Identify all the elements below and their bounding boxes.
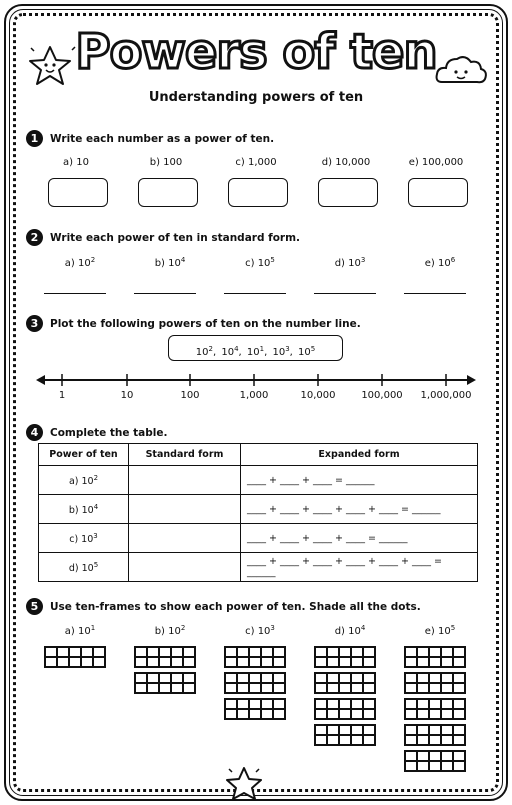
ten-frame-cell[interactable] [327,683,339,693]
answer-box[interactable] [318,178,378,207]
table-row [39,466,478,495]
ten-frame-cell[interactable] [405,683,417,693]
power-base: d) 10 [334,258,361,269]
ten-frame-cell[interactable] [363,725,375,735]
page-title: Powers of ten [75,24,437,80]
tf-exponent: 1 [90,624,96,632]
pill-power: $10^1$, [246,345,273,358]
ten-frame-cell[interactable] [171,657,183,667]
ten-frame-cell[interactable] [441,657,453,667]
ten-frame[interactable] [314,646,376,668]
power-base: a) 10 [64,258,91,269]
ten-frame-cell[interactable] [159,683,171,693]
ten-frame-cell[interactable] [273,699,285,709]
row-power-base: c) 10 [69,533,94,545]
pill-exponent: 1 [259,345,265,353]
number-label: d) 10,000 [321,157,371,168]
ten-frame-cell[interactable] [417,683,429,693]
ten-frame-cell[interactable] [315,683,327,693]
table-row [39,495,478,524]
power-cell [39,495,129,524]
ten-frame-cell[interactable] [453,699,465,709]
tick-label: 10,000 [300,390,336,401]
row-power-base: b) 10 [68,504,94,516]
ten-frame-cell[interactable] [453,709,465,719]
tf-base: e) 10 [424,626,451,637]
ten-frame-label [220,624,300,637]
ten-frame-cell[interactable] [405,751,417,761]
power-label [220,256,300,269]
ten-frame-label [400,624,480,637]
ten-frame-cell[interactable] [441,761,453,771]
ten-frame-cell[interactable] [453,683,465,693]
pill-base: 10 [298,347,311,358]
ten-frame-label [40,624,120,637]
table-header: Standard form [129,444,241,466]
power-base: e) 10 [424,258,451,269]
ten-frame-cell[interactable] [93,647,105,657]
ten-frame-cell[interactable] [363,657,375,667]
section-5-instruction: Use ten-frames to show each power of ten. Shade all the dots. [50,601,421,613]
power-exponent: 2 [90,256,96,264]
row-power-exponent: 3 [93,531,98,540]
pill-base: 10 [272,347,286,358]
expanded-form-cell[interactable]: ____ + ____ + ____ + ____ + ____ + ____ = ______ [241,553,478,582]
power-exponent: 5 [270,256,275,264]
ten-frame-cell[interactable] [453,761,465,771]
ten-frame[interactable] [224,646,286,668]
ten-frame-cell[interactable] [417,751,429,761]
ten-frame-cell[interactable] [315,647,327,657]
tf-exponent: 2 [180,624,186,632]
ten-frame-cell[interactable] [273,709,285,719]
table-row [39,524,478,553]
ten-frame-cell[interactable] [429,751,441,761]
ten-frame-cell[interactable] [429,673,441,683]
ten-frame-cell[interactable] [273,683,285,693]
ten-frame[interactable] [404,750,466,772]
ten-frame-cell[interactable] [363,735,375,745]
power-exponent: 4 [180,256,186,264]
section-4-instruction: Complete the table. [50,427,168,439]
ten-frame-cell[interactable] [363,699,375,709]
ten-frame-cell[interactable] [339,673,351,683]
ten-frame-cell[interactable] [405,761,417,771]
ten-frame[interactable] [404,698,466,720]
ten-frame-cell[interactable] [429,647,441,657]
power-label [310,256,390,269]
ten-frame-cell[interactable] [429,657,441,667]
ten-frame-cell[interactable] [171,683,183,693]
power-label [40,256,120,269]
pill-exponent: 5 [310,345,316,353]
ten-frame-label [130,624,210,637]
ten-frame-cell[interactable] [261,683,273,693]
ten-frame-cell[interactable] [429,761,441,771]
standard-form-cell[interactable] [129,495,241,524]
ten-frame-cell[interactable] [237,647,249,657]
answer-line[interactable] [314,293,376,294]
tf-exponent: 4 [360,624,366,632]
number-line [36,370,476,390]
ten-frame-cell[interactable] [183,683,195,693]
tick-label: 1,000 [239,390,269,401]
ten-frame-cell[interactable] [261,657,273,667]
ten-frame-cell[interactable] [81,647,93,657]
ten-frame-cell[interactable] [93,657,105,667]
ten-frame[interactable] [44,646,106,668]
section-2-instruction: Write each power of ten in standard form. [50,232,301,244]
ten-frame[interactable] [404,646,466,668]
section-5-number: 5 [26,598,43,615]
ten-frame-cell[interactable] [405,673,417,683]
ten-frame-cell[interactable] [237,657,249,667]
ten-frame-cell[interactable] [69,647,81,657]
ten-frame-cell[interactable] [249,657,261,667]
section-1-number: 1 [26,130,43,147]
power-label [400,256,480,269]
ten-frame-cell[interactable] [453,657,465,667]
expanded-form-cell[interactable]: ____ + ____ + ____ = ______ [241,466,478,495]
bottom-star-icon [224,764,264,802]
ten-frame-cell[interactable] [315,657,327,667]
ten-frame-cell[interactable] [351,657,363,667]
power-base: c) 10 [245,258,271,269]
ten-frame-cell[interactable] [441,647,453,657]
ten-frame-cell[interactable] [351,699,363,709]
ten-frame-cell[interactable] [351,709,363,719]
section-3-instruction: Plot the following powers of ten on the number line. [50,318,361,330]
ten-frame-cell[interactable] [429,725,441,735]
ten-frame-cell[interactable] [405,735,417,745]
ten-frame-cell[interactable] [339,683,351,693]
ten-frame-cell[interactable] [417,657,429,667]
answer-box[interactable] [408,178,468,207]
ten-frame-cell[interactable] [417,709,429,719]
ten-frame-cell[interactable] [405,647,417,657]
section-1-instruction: Write each number as a power of ten. [50,133,275,145]
ten-frame-cell[interactable] [417,761,429,771]
row-power-base: a) 10 [68,475,94,487]
ten-frame-cell[interactable] [441,709,453,719]
ten-frame-cell[interactable] [453,647,465,657]
pill-power: $10^4$, [221,345,247,358]
ten-frame-cell[interactable] [339,709,351,719]
ten-frame-cell[interactable] [327,699,339,709]
ten-frame-cell[interactable] [351,735,363,745]
ten-frame-cell[interactable] [135,657,147,667]
ten-frame-cell[interactable] [315,709,327,719]
ten-frame[interactable] [314,698,376,720]
ten-frame-cell[interactable] [135,647,147,657]
power-exponent: 6 [450,256,456,264]
ten-frame-cell[interactable] [45,647,57,657]
power-exponent: 3 [360,256,366,264]
ten-frame[interactable] [404,672,466,694]
pill-power: $10^3$, [272,345,299,358]
tf-base: b) 10 [154,626,181,637]
ten-frame-cell[interactable] [315,725,327,735]
ten-frame-cell[interactable] [237,683,249,693]
ten-frame-cell[interactable] [363,673,375,683]
standard-form-cell[interactable] [129,553,241,582]
ten-frame-cell[interactable] [249,673,261,683]
ten-frame-cell[interactable] [147,647,159,657]
tick-label: 100,000 [361,390,403,401]
ten-frame-cell[interactable] [453,725,465,735]
tick-label: 100 [180,390,200,401]
tf-exponent: 5 [450,624,456,632]
ten-frame-cell[interactable] [453,751,465,761]
ten-frame-cell[interactable] [273,673,285,683]
ten-frame-cell[interactable] [237,709,249,719]
ten-frame-cell[interactable] [417,699,429,709]
ten-frame-cell[interactable] [339,735,351,745]
ten-frame-cell[interactable] [225,657,237,667]
ten-frame-cell[interactable] [351,683,363,693]
ten-frame-cell[interactable] [417,647,429,657]
ten-frame-cell[interactable] [441,751,453,761]
ten-frame-cell[interactable] [147,673,159,683]
ten-frame-cell[interactable] [417,735,429,745]
number-label: c) 1,000 [235,157,277,168]
ten-frame-cell[interactable] [441,683,453,693]
power-cell [39,553,129,582]
ten-frame-cell[interactable] [441,725,453,735]
ten-frame-cell[interactable] [405,657,417,667]
ten-frame-cell[interactable] [441,673,453,683]
ten-frame-cell[interactable] [339,699,351,709]
expanded-form-cell[interactable]: ____ + ____ + ____ + ____ = ______ [241,524,478,553]
ten-frame-cell[interactable] [261,647,273,657]
ten-frame-cell[interactable] [327,673,339,683]
ten-frame[interactable] [224,672,286,694]
ten-frame[interactable] [314,724,376,746]
ten-frame-cell[interactable] [237,699,249,709]
ten-frame-cell[interactable] [363,647,375,657]
ten-frame-cell[interactable] [363,709,375,719]
ten-frame-cell[interactable] [159,657,171,667]
section-4-number: 4 [26,424,43,441]
ten-frame-cell[interactable] [273,647,285,657]
ten-frame-cell[interactable] [273,657,285,667]
ten-frame-cell[interactable] [429,683,441,693]
powers-list-box [168,335,343,361]
ten-frame-cell[interactable] [453,673,465,683]
answer-line[interactable] [134,293,196,294]
ten-frame-cell[interactable] [225,683,237,693]
expanded-form-cell[interactable]: ____ + ____ + ____ + ____ + ____ = ______ [241,495,478,524]
standard-form-cell[interactable] [129,466,241,495]
ten-frame-cell[interactable] [261,709,273,719]
ten-frame-cell[interactable] [159,647,171,657]
ten-frame-cell[interactable] [249,699,261,709]
ten-frame-cell[interactable] [135,673,147,683]
table-header: Power of ten [39,444,129,466]
ten-frame-cell[interactable] [237,673,249,683]
ten-frame-cell[interactable] [327,735,339,745]
ten-frame-cell[interactable] [261,699,273,709]
ten-frame-cell[interactable] [441,699,453,709]
answer-box[interactable] [138,178,198,207]
ten-frame-cell[interactable] [135,683,147,693]
ten-frame-cell[interactable] [429,699,441,709]
ten-frame[interactable] [314,672,376,694]
pill-base: 10 [195,347,209,358]
ten-frame-cell[interactable] [351,725,363,735]
ten-frame-cell[interactable] [429,735,441,745]
page-subtitle: Understanding powers of ten [148,90,364,105]
power-cell [39,466,129,495]
ten-frame-cell[interactable] [249,683,261,693]
ten-frame-cell[interactable] [429,709,441,719]
ten-frame-cell[interactable] [261,673,273,683]
ten-frame-cell[interactable] [441,735,453,745]
tick-label: 10 [120,390,134,401]
ten-frame-cell[interactable] [363,683,375,693]
number-label: a) 10 [63,157,89,168]
power-base: b) 10 [154,258,181,269]
ten-frame-cell[interactable] [405,709,417,719]
section-2-number: 2 [26,229,43,246]
ten-frame-cell[interactable] [351,647,363,657]
row-power-exponent: 5 [93,560,99,569]
ten-frame-cell[interactable] [339,647,351,657]
pill-exponent: 3 [285,345,290,353]
ten-frame-cell[interactable] [171,673,183,683]
tf-base: c) 10 [245,626,271,637]
power-cell [39,524,129,553]
tf-base: a) 10 [64,626,91,637]
ten-frame-cell[interactable] [453,735,465,745]
ten-frame-cell[interactable] [315,735,327,745]
ten-frame-cell[interactable] [417,673,429,683]
ten-frame[interactable] [224,698,286,720]
ten-frame-cell[interactable] [147,657,159,667]
ten-frame-cell[interactable] [225,699,237,709]
ten-frame-cell[interactable] [339,657,351,667]
row-power-exponent: 4 [93,502,99,511]
ten-frame-cell[interactable] [351,673,363,683]
ten-frame-cell[interactable] [183,647,195,657]
table-header: Expanded form [241,444,478,466]
ten-frame-cell[interactable] [57,657,69,667]
tf-exponent: 3 [270,624,275,632]
ten-frame-cell[interactable] [183,657,195,667]
ten-frame-cell[interactable] [81,657,93,667]
ten-frame-cell[interactable] [57,647,69,657]
answer-box[interactable] [48,178,108,207]
ten-frame-cell[interactable] [45,657,57,667]
section-3-number: 3 [26,315,43,332]
number-label: b) 100 [149,157,183,168]
row-power-exponent: 2 [93,473,99,482]
tf-base: d) 10 [334,626,361,637]
ten-frame-cell[interactable] [171,647,183,657]
ten-frame-cell[interactable] [327,657,339,667]
ten-frame[interactable] [404,724,466,746]
pill-exponent: 2 [208,345,213,353]
answer-box[interactable] [228,178,288,207]
table-row [39,553,478,582]
ten-frame-cell[interactable] [327,709,339,719]
ten-frame-cell[interactable] [417,725,429,735]
answer-line[interactable] [224,293,286,294]
ten-frame-cell[interactable] [327,725,339,735]
ten-frame-cell[interactable] [69,657,81,667]
ten-frame-cell[interactable] [225,709,237,719]
pill-base: 10 [221,347,235,358]
tick-label: 1 [58,390,66,401]
number-label: e) 100,000 [408,157,464,168]
ten-frame-cell[interactable] [225,647,237,657]
ten-frame-cell[interactable] [159,673,171,683]
pill-base: 10 [246,347,260,358]
ten-frame[interactable] [134,646,196,668]
pill-power: $10^2$, [195,345,222,358]
powers-table [38,443,478,582]
tick-label: 1,000,000 [420,390,472,401]
ten-frame-label [310,624,390,637]
ten-frame-cell[interactable] [147,683,159,693]
ten-frame-cell[interactable] [327,647,339,657]
ten-frame-cell[interactable] [315,699,327,709]
ten-frame-cell[interactable] [225,673,237,683]
row-power-base: d) 10 [68,562,94,574]
ten-frame-cell[interactable] [405,725,417,735]
ten-frame-cell[interactable] [249,709,261,719]
ten-frame-cell[interactable] [339,725,351,735]
ten-frame[interactable] [134,672,196,694]
answer-line[interactable] [404,293,466,294]
ten-frame-cell[interactable] [183,673,195,683]
ten-frame-cell[interactable] [249,647,261,657]
pill-power [298,347,315,358]
ten-frame-cell[interactable] [405,699,417,709]
power-label [130,256,210,269]
pill-exponent: 4 [234,345,239,353]
answer-line[interactable] [44,293,106,294]
standard-form-cell[interactable] [129,524,241,553]
ten-frame-cell[interactable] [315,673,327,683]
